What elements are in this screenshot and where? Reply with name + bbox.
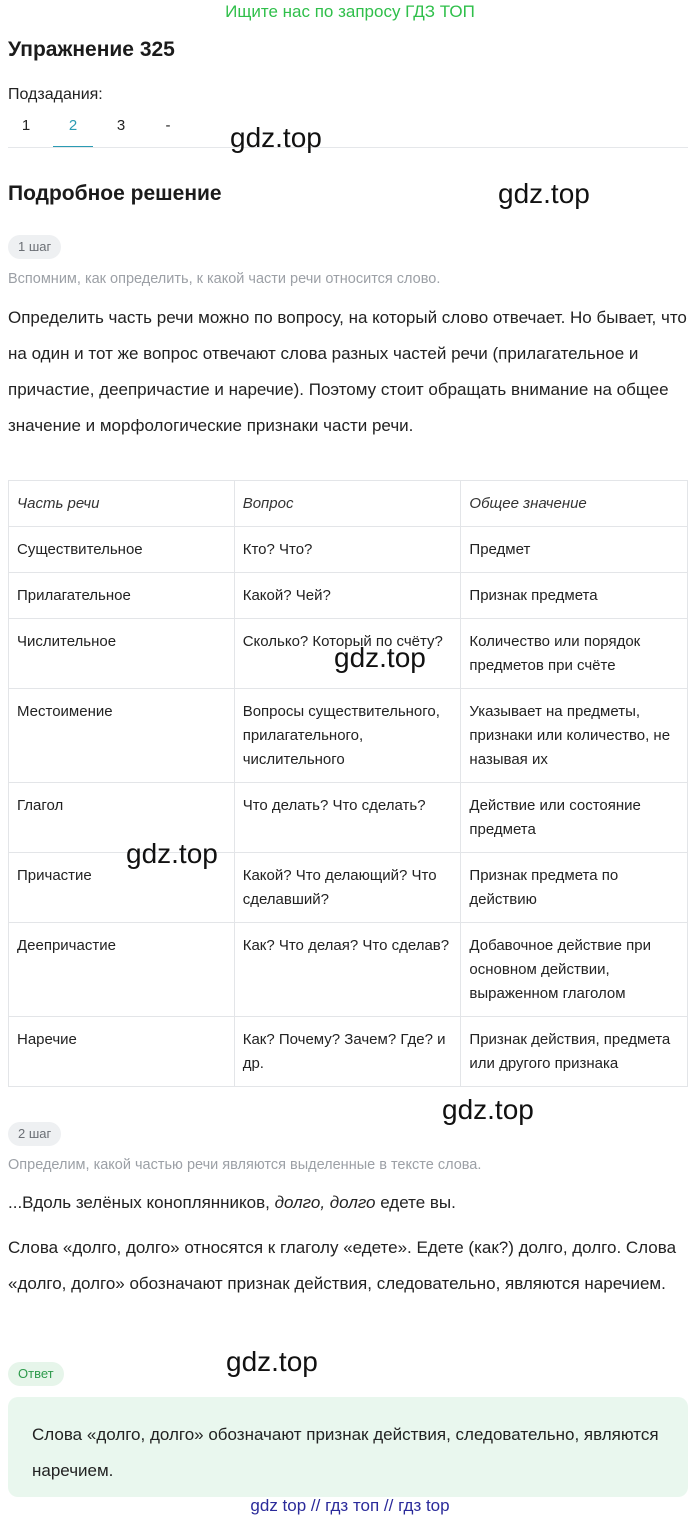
table-cell: Существительное [9, 527, 235, 573]
watermark: gdz.top [230, 122, 322, 153]
step-2-badge: 2 шаг [8, 1122, 61, 1146]
answer-text: Слова «долго, долго» обозначают признак действия, следовательно, являются наречием. [32, 1425, 659, 1480]
watermark: gdz.top [442, 1094, 534, 1125]
table-cell: Сколько? Который по счёту? [234, 619, 461, 689]
tab-subtask-dash[interactable]: - [165, 117, 171, 134]
quote-highlighted-words: долго, долго [274, 1193, 376, 1212]
table-row [9, 923, 688, 1017]
table-row [9, 853, 688, 923]
table-cell: Вопросы существительного, прилагательного, числительного [234, 689, 461, 783]
table-cell: Действие или состояние предмета [461, 783, 688, 853]
table-cell: Какой? Что делающий? Что сделавший? [234, 853, 461, 923]
answer-box [8, 1397, 688, 1497]
table-cell: Указывает на предметы, признаки или количество, не называя их [461, 689, 688, 783]
quote-text: ...Вдоль зелёных коноплянников, [8, 1193, 275, 1212]
tab-subtask-1[interactable]: 1 [21, 117, 31, 134]
table-cell: Местоимение [9, 689, 235, 783]
table-cell: Признак действия, предмета или другого признака [461, 1017, 688, 1087]
table-cell: Кто? Что? [234, 527, 461, 573]
table-cell: Числительное [9, 619, 235, 689]
watermark: gdz.top [334, 642, 426, 673]
table-row [9, 783, 688, 853]
table-cell: Что делать? Что сделать? [234, 783, 461, 853]
table-cell: Как? Что делая? Что сделав? [234, 923, 461, 1017]
watermark: gdz.top [498, 178, 590, 209]
table-row [9, 1017, 688, 1087]
watermark: gdz.top [126, 838, 218, 869]
tab-subtask-2[interactable]: 2 [53, 112, 93, 148]
step-2-text: Слова «долго, долго» относятся к глаголу «едете». Едете (как?) долго, долго. Слова «долго, долго» обозначают признак действия, следовательно, являются наречием. [8, 1238, 677, 1293]
tab-subtask-3[interactable]: 3 [116, 117, 126, 134]
step-2-quote [8, 1185, 688, 1221]
step-2-hint: Определим, какой частью речи являются выделенные в тексте слова. [8, 1157, 482, 1173]
step-1-text: Определить часть речи можно по вопросу, на который слово отвечает. Но бывает, что на один и тот же вопрос отвечают слова разных частей речи (прилагательное и причастие, деепричастие и наречие). Поэтому стоит обращать внимание на общее значение и морфологические признаки части речи. [8, 308, 687, 435]
table-header-cell: Вопрос [234, 481, 461, 527]
answer-badge: Ответ [8, 1362, 64, 1386]
table-cell: Какой? Чей? [234, 573, 461, 619]
table-cell: Предмет [461, 527, 688, 573]
table-cell: Глагол [9, 783, 235, 853]
table-cell: Добавочное действие при основном действии, выраженном глаголом [461, 923, 688, 1017]
table-cell: Деепричастие [9, 923, 235, 1017]
table-cell: Причастие [9, 853, 235, 923]
table-cell: Как? Почему? Зачем? Где? и др. [234, 1017, 461, 1087]
table-cell: Признак предмета по действию [461, 853, 688, 923]
table-cell: Прилагательное [9, 573, 235, 619]
table-row [9, 573, 688, 619]
table-row [9, 527, 688, 573]
table-cell: Наречие [9, 1017, 235, 1087]
section-title: Подробное решение [8, 182, 222, 205]
table-cell: Количество или порядок предметов при счёте [461, 619, 688, 689]
table-cell: Признак предмета [461, 573, 688, 619]
step-1-badge: 1 шаг [8, 235, 61, 259]
footer-watermark: gdz top // гдз топ // гдз top [250, 1496, 450, 1515]
page-title: Упражнение 325 [8, 38, 175, 61]
table-header-cell: Часть речи [9, 481, 235, 527]
table-row [9, 689, 688, 783]
quote-text: едете вы. [375, 1193, 456, 1212]
parts-of-speech-table [8, 480, 688, 1087]
step-1-hint: Вспомним, как определить, к какой части речи относится слово. [8, 271, 441, 287]
divider [8, 147, 688, 148]
table-header-cell: Общее значение [461, 481, 688, 527]
search-banner: Ищите нас по запросу ГДЗ ТОП [225, 2, 475, 21]
table-header-row [9, 481, 688, 527]
watermark: gdz.top [226, 1346, 318, 1377]
subtasks-label: Подзадания: [8, 86, 103, 103]
